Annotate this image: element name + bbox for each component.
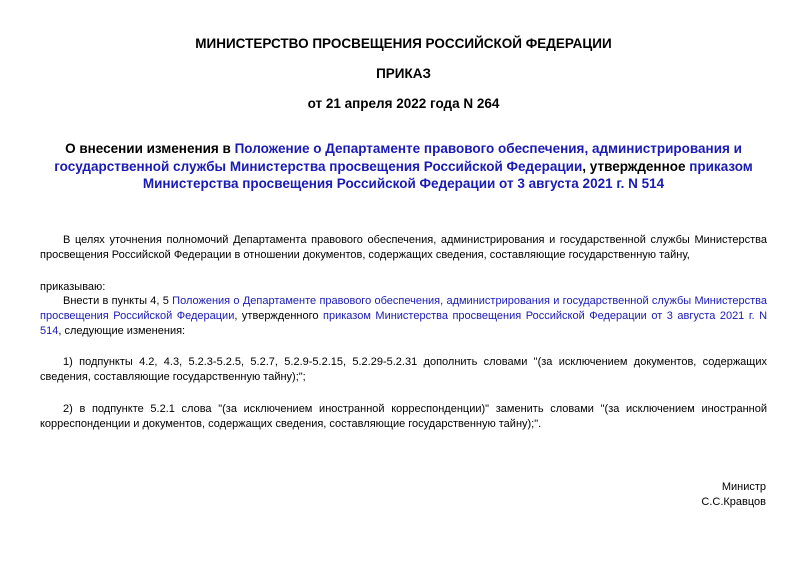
regulation-link[interactable]: Положение о Департаменте правового обеспечения, администрирования и государственной службы Министерства просвещения Российской Федерации bbox=[54, 141, 742, 174]
document-title bbox=[40, 140, 767, 193]
amendment-text-3: , следующие изменения: bbox=[58, 325, 186, 337]
ministry-name: МИНИСТЕРСТВО ПРОСВЕЩЕНИЯ РОССИЙСКОЙ ФЕДЕРАЦИИ bbox=[195, 36, 612, 51]
title-text-1: О внесении изменения в bbox=[65, 141, 235, 156]
title-text-2: , утвержденное bbox=[582, 158, 690, 174]
body-regulation-link[interactable]: Положения о Департаменте правового обеспечения, администрирования и государственной службы Министерства просвещения Российской Федерации bbox=[40, 295, 767, 322]
body-order-link[interactable]: приказом Министерства просвещения Российской Федерации от 3 августа 2021 г. N 514 bbox=[40, 310, 768, 337]
order-word: приказываю: bbox=[40, 281, 106, 293]
signatory-name: С.С.Кравцов bbox=[701, 496, 766, 508]
amendment-paragraph bbox=[40, 294, 767, 339]
signatory-position: Министр bbox=[721, 481, 766, 493]
amendment-text-2: , утвержденного bbox=[234, 310, 324, 322]
change-item-1: 1) подпункты 4.2, 4.3, 5.2.3-5.2.5, 5.2.7, 5.2.9-5.2.15, 5.2.29-5.2.31 дополнить словами "(за исключением документов, содержащих сведения, составляющие государственную тайну);"; bbox=[40, 356, 767, 383]
order-link[interactable]: приказом Министерства просвещения Российской Федерации от 3 августа 2021 г. N 514 bbox=[142, 158, 753, 191]
document-type: ПРИКАЗ bbox=[376, 66, 431, 81]
preamble-paragraph: В целях уточнения полномочий Департамента правового обеспечения, администрирования и государственной службы Министерства просвещения Российской Федерации в отношении документов, содержащих сведения, составляющие государственную тайну, bbox=[40, 234, 767, 261]
order-date-number: от 21 апреля 2022 года N 264 bbox=[307, 96, 500, 111]
change-item-2: 2) в подпункте 5.2.1 слова "(за исключением иностранной корреспонденции)" заменить словами "(за исключением иностранной корреспонденции и документов, содержащих сведения, составляющие государственную тайну);". bbox=[40, 403, 767, 430]
amendment-text-1: Внести в пункты 4, 5 bbox=[63, 295, 173, 307]
